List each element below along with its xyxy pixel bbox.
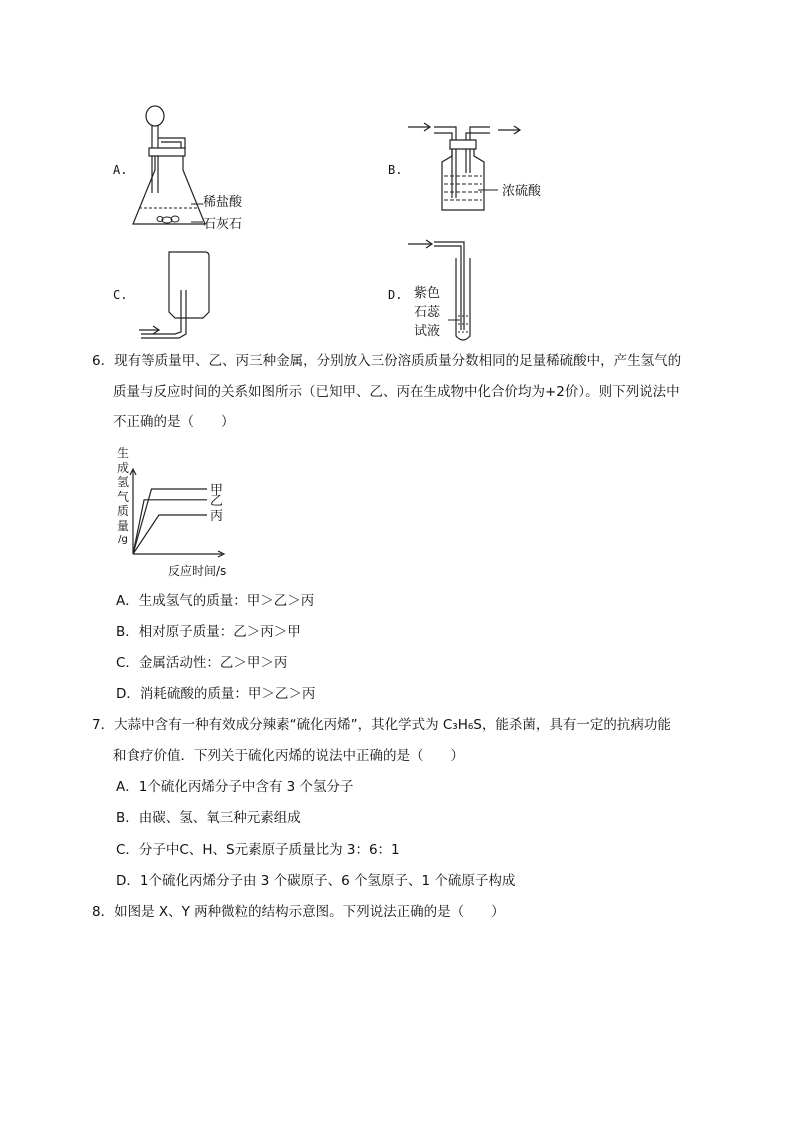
label-purple: 紫色	[414, 286, 441, 301]
series-label-2: 丙	[210, 509, 224, 524]
q6-option-c[interactable]: C．金属活动性：乙＞甲＞丙	[116, 655, 288, 671]
q7-stem-line2: 和食疗价值．下列关于硫化丙烯的说法中正确的是（ ）	[113, 748, 464, 764]
q6-option-b[interactable]: B．相对原子质量：乙＞丙＞甲	[116, 624, 301, 640]
q6-chart-xlabel: 反应时间/s	[168, 564, 227, 578]
q7-option-a[interactable]: A．1个硫化丙烯分子中含有 3 个氢分子	[116, 779, 354, 795]
option-c-label: C.	[113, 288, 128, 302]
apparatus-c-collection-bottle	[135, 248, 215, 343]
apparatus-b-gas-washing-bottle	[408, 118, 538, 218]
q7-option-d[interactable]: D．1个硫化丙烯分子由 3 个碳原子、6 个氢原子、1 个硫原子构成	[116, 873, 516, 889]
label-conc-h2so4: 浓硫酸	[502, 184, 542, 199]
q6-stem-line1: 6．现有等质量甲、乙、丙三种金属，分别放入三份溶质质量分数相同的足量稀硫酸中，产生氢气的	[92, 353, 682, 369]
label-dilute-hcl: 稀盐酸	[203, 195, 243, 210]
ylabel-char: /g	[118, 534, 128, 545]
series-line-0	[133, 489, 207, 554]
q7-option-c[interactable]: C．分子中C、H、S元素原子质量比为 3：6：1	[116, 842, 400, 858]
q8-stem-line1: 8．如图是 X、Y 两种微粒的结构示意图。下列说法正确的是（ ）	[92, 904, 505, 920]
ylabel-char: 气	[116, 489, 129, 504]
q6-stem-line2: 质量与反应时间的关系如图所示（已知甲、乙、丙在生成物中化合价均为+2价）。则下列说法中	[113, 384, 680, 400]
q6-stem-line3: 不正确的是（ ）	[113, 414, 235, 430]
ylabel-char: 生	[116, 446, 129, 460]
ylabel-char: 氢	[116, 475, 129, 489]
ylabel-char: 质	[116, 504, 129, 518]
q6-option-d[interactable]: D．消耗硫酸的质量：甲＞乙＞丙	[116, 686, 316, 702]
q7-option-b[interactable]: B．由碳、氢、氧三种元素组成	[116, 810, 301, 826]
option-b-label: B.	[388, 163, 403, 177]
label-limestone: 石灰石	[203, 217, 243, 232]
label-solution: 试液	[414, 324, 441, 339]
label-litmus: 石蕊	[414, 305, 441, 320]
q6-hydrogen-chart	[130, 465, 240, 565]
q6-option-a[interactable]: A．生成氢气的质量：甲＞乙＞丙	[116, 593, 315, 609]
series-line-1	[133, 500, 207, 554]
q6-chart-ylabel	[116, 446, 130, 548]
series-label-1: 乙	[210, 493, 224, 509]
series-line-2	[133, 515, 207, 554]
ylabel-char: 量	[116, 518, 129, 533]
series-label-0: 甲	[210, 483, 224, 498]
q7-stem-line1: 7．大蒜中含有一种有效成分辣素“硫化丙烯”，其化学式为 C₃H₆S，能杀菌，具有一定的抗病功能	[92, 717, 671, 733]
option-d-label: D.	[388, 288, 403, 302]
apparatus-a-flask-diagram	[125, 98, 215, 238]
option-a-label: A.	[113, 163, 128, 177]
ylabel-char: 成	[116, 460, 129, 475]
